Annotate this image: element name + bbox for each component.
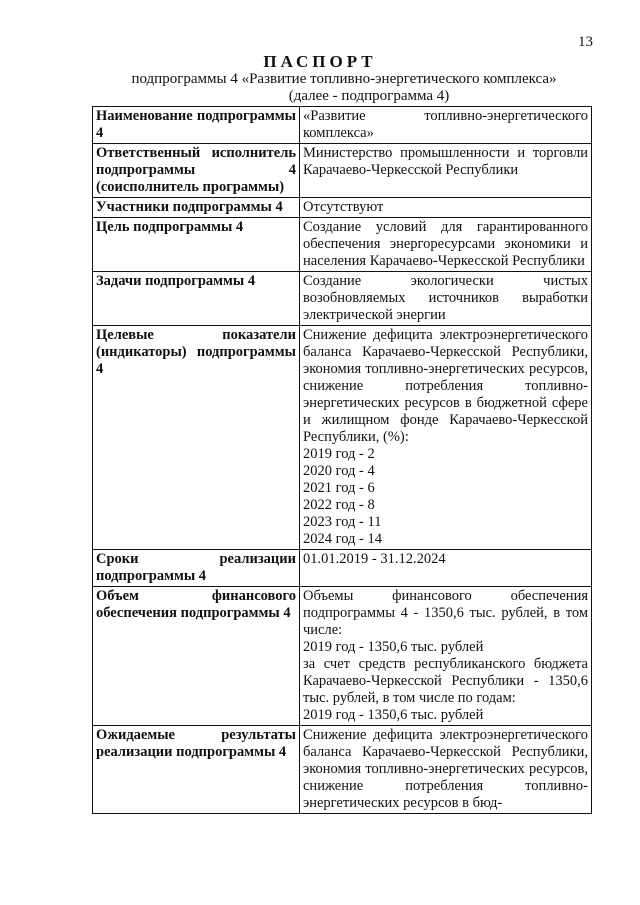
row-label: Ожидаемые результаты реализации подпрограммы 4 (93, 726, 300, 814)
row-label: Объем финансового обеспечения подпрограммы 4 (93, 587, 300, 726)
indicator-year: 2019 год - 2 (303, 446, 375, 462)
row-value: Создание условий для гарантированного обеспечения энергоресурсами экономики и населения Карачаево-Черкесской Республики (300, 218, 592, 272)
finance-line: 2019 год - 1350,6 тыс. рублей (303, 707, 484, 723)
row-value: Создание экологически чистых возобновляемых источников выработки электрической энергии (300, 272, 592, 326)
indicator-year: 2024 год - 14 (303, 531, 382, 547)
page-number: 13 (578, 34, 593, 50)
indicators-text: Снижение дефицита электроэнергетического баланса Карачаево-Черкесской Республики, экономия топливно-энергетических ресурсов, снижение потребления топливно-энергетических ресурсов в бюджетной сфере и жилищном фонде Карачаево-Черкесской Республики, (%): (303, 327, 588, 445)
row-value: Снижение дефицита электроэнергетического баланса Карачаево-Черкесской Республики, экономия топливно-энергетических ресурсов, снижение потребления топливно-энергетических ресурсов в бюд- (300, 726, 592, 814)
table-row (93, 198, 592, 218)
table-row (93, 218, 592, 272)
row-label: Сроки реализации подпрограммы 4 (93, 550, 300, 587)
table-row (93, 726, 592, 814)
table-row (93, 587, 592, 726)
table-row (93, 144, 592, 198)
table-row (93, 272, 592, 326)
finance-line: 2019 год - 1350,6 тыс. рублей (303, 639, 484, 655)
row-label: Задачи подпрограммы 4 (93, 272, 300, 326)
table-row (93, 326, 592, 550)
indicator-year: 2020 год - 4 (303, 463, 375, 479)
row-label: Наименование подпрограммы 4 (93, 107, 300, 144)
subtitle-line-1: подпрограммы 4 «Развитие топливно-энергетического комплекса» (131, 71, 557, 87)
row-value: Отсутствуют (300, 198, 592, 218)
table-row (93, 550, 592, 587)
row-value: Министерство промышленности и торговли Карачаево-Черкесской Республики (300, 144, 592, 198)
document-title: ПАСПОРТ (263, 52, 377, 71)
row-value: 01.01.2019 - 31.12.2024 (300, 550, 592, 587)
passport-table (92, 106, 592, 814)
document-subtitle (0, 71, 640, 105)
indicator-year: 2023 год - 11 (303, 514, 382, 530)
row-label: Ответственный исполнитель подпрограммы 4 (соисполнитель программы) (93, 144, 300, 198)
row-value-indicators (300, 326, 592, 550)
row-value: «Развитие топливно-энергетического комплекса» (300, 107, 592, 144)
row-label: Целевые показатели (индикаторы) подпрограммы 4 (93, 326, 300, 550)
row-label: Цель подпрограммы 4 (93, 218, 300, 272)
indicator-year: 2021 год - 6 (303, 480, 375, 496)
subtitle-line-2: (далее - подпрограмма 4) (288, 88, 450, 104)
row-value-finance (300, 587, 592, 726)
row-label: Участники подпрограммы 4 (93, 198, 300, 218)
finance-text: Объемы финансового обеспечения подпрограммы 4 - 1350,6 тыс. рублей, в том числе: (303, 588, 588, 638)
finance-line: за счет средств республиканского бюджета Карачаево-Черкесской Республики - 1350,6 тыс. рублей, в том числе по годам: (303, 656, 588, 706)
indicator-year: 2022 год - 8 (303, 497, 375, 513)
table-row (93, 107, 592, 144)
